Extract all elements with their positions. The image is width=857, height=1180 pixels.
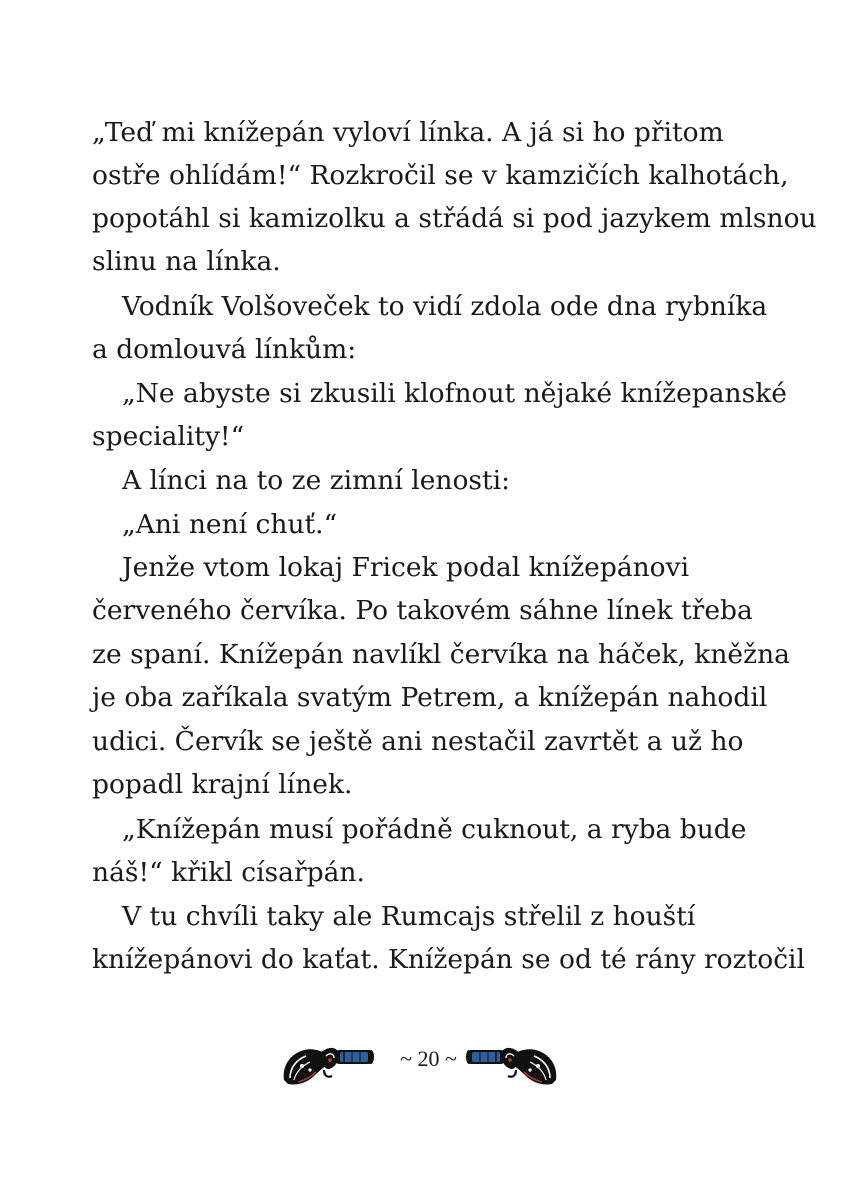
text-line-1: „Teď mi knížepán vyloví línka. A já si ho přitom	[92, 117, 724, 148]
text-line-11: Jenže vtom lokaj Fricek podal knížepánovi	[122, 552, 690, 583]
text-line-6: a domlouvá línkům:	[92, 334, 357, 365]
text-line-8: speciality!“	[92, 421, 245, 452]
text-line-17: „Knížepán musí pořádně cuknout, a ryba bude	[122, 814, 747, 845]
text-line-2: ostře ohlídám!“ Rozkročil se v kamzičích kalhotách,	[92, 160, 789, 191]
text-line-15: udici. Červík se ještě ani nestačil zavrtět a už ho	[92, 726, 744, 757]
page-number: ~ 20 ~	[400, 1046, 457, 1071]
text-line-10: „Ani není chuť.“	[122, 509, 338, 540]
page-footer	[0, 1032, 857, 1092]
text-line-3: popotáhl si kamizolku a střádá si pod jazykem mlsnou	[92, 203, 817, 234]
text-line-14: je oba zaříkala svatým Petrem, a knížepán nahodil	[92, 682, 768, 713]
text-line-20: knížepánovi do kaťat. Knížepán se od té rány roztočil	[92, 944, 805, 975]
text-line-18: náš!“ křikl císařpán.	[92, 857, 365, 888]
text-line-13: ze spaní. Knížepán navlíkl červíka na háček, kněžna	[92, 639, 790, 670]
pistol-icon	[465, 1036, 560, 1088]
text-line-9: A línci na to ze zimní lenosti:	[122, 465, 511, 496]
text-line-7: „Ne abyste si zkusili klofnout nějaké knížepanské	[122, 378, 787, 409]
text-line-19: V tu chvíli taky ale Rumcajs střelil z houští	[122, 901, 696, 932]
text-line-4: slinu na línka.	[92, 246, 281, 277]
text-line-5: Vodník Volšoveček to vidí zdola ode dna rybníka	[122, 291, 768, 322]
text-line-12: červeného červíka. Po takovém sáhne línek třeba	[92, 595, 753, 626]
text-line-16: popadl krajní línek.	[92, 769, 353, 800]
